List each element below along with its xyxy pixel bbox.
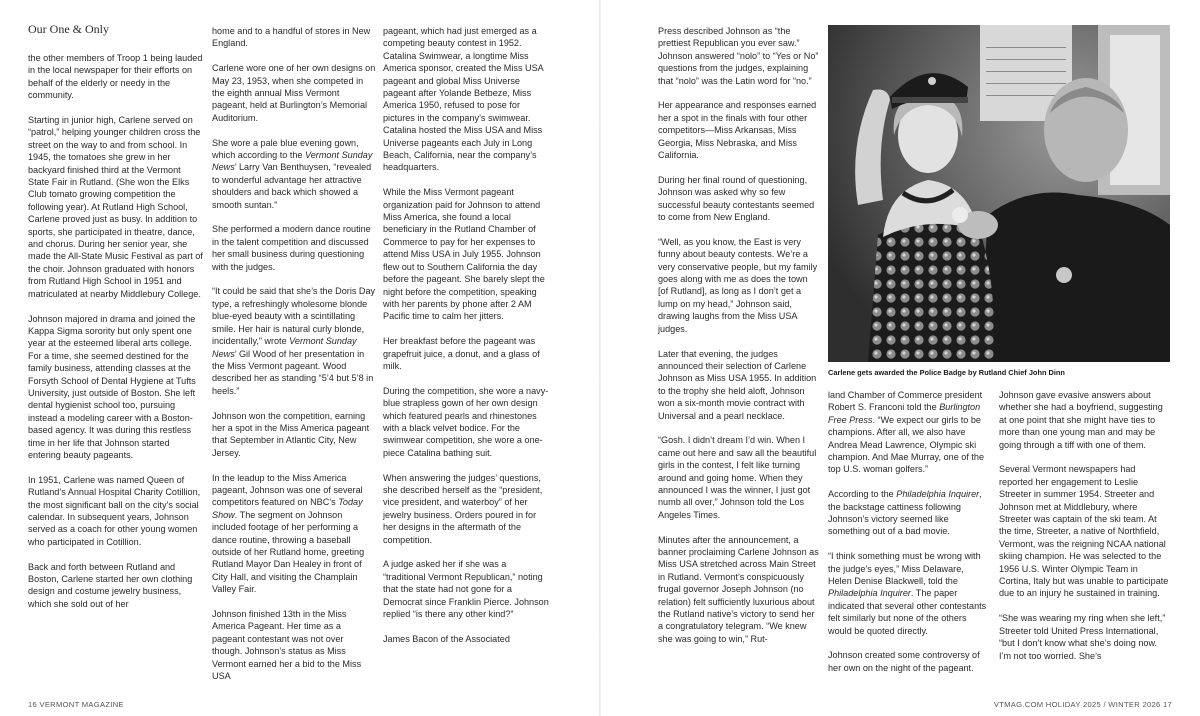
photo-illustration (828, 25, 1170, 362)
paragraph: When answering the judges’ questions, she described herself as the “president, vice president, and waterboy” of her jewelry business. Orders poured in for her designs in the aftermath of the competition. (383, 472, 543, 545)
article-column-2 (212, 25, 376, 695)
paragraph: Johnson gave evasive answers about whether she had a boyfriend, suggesting at one point that she might have ties to more than one young man and may be going through a tiff with one of them. (999, 390, 1163, 450)
publication-title: Vermont Sunday News (212, 150, 373, 173)
paragraph: She wore a pale blue evening gown, which according to the Vermont Sunday News’ Larry Van Benthuysen, “revealed to wonderful advantage her attractive shoulders and back which showed a smooth suntan.” (212, 137, 373, 210)
page-folio-right: VTMAG.COM HOLIDAY 2025 / WINTER 2026 17 (993, 700, 1172, 709)
article-column-5 (828, 389, 990, 687)
paragraph: “It could be said that she’s the Doris Day type, a refreshingly wholesome blonde blue-eyed beauty with a scintillating smile. Her hair is natural curly blonde, incidentally,” wrote Vermont Sunday News’ Gil Wood of her presentation in the Miss Vermont pageant. Wood described her as standing “5’4 but 5’8 in heels.” (212, 286, 376, 396)
paragraph: Later that evening, the judges announced their selection of Carlene Johnson as Miss USA 1955. In addition to the trophy she held aloft, Johnson won a six-month movie contract with Universal and a pearl necklace. (658, 348, 817, 421)
publication-title: Philadelphia Inquirer (828, 588, 911, 599)
paragraph: A judge asked her if she was a “traditional Vermont Republican,” noting that the state had not gone for a Democrat since Franklin Pierce. Johnson replied “is there any other kind?” (383, 559, 549, 620)
paragraph: Johnson majored in drama and joined the Kappa Sigma sorority but only spent one year at the esteemed liberal arts college. For a time, she seemed destined for the family business, attending classes at the Forsyth School of Dental Hygiene at Tufts University, just outside of Boston. She left dental hygienist school too, pursuing instead a modeling career with a Boston-based agency. It was during this restless time in her life that Johnson started entering beauty pageants. (28, 313, 196, 460)
paragraph: Johnson finished 13th in the Miss America Pageant. Her time as a pageant contestant was not over though. Johnson’s status as Miss Vermont earned her a bid to the Miss USA (212, 608, 362, 682)
paragraph: During her final round of questioning, Johnson was asked why so few successful beauty contestants seemed to come from New England. (658, 174, 815, 223)
photo-caption: Carlene gets awarded the Police Badge by Rutland Chief John Dinn (828, 368, 1065, 377)
paragraph: James Bacon of the Associated (383, 633, 510, 644)
paragraph: pageant, which had just emerged as a competing beauty contest in 1952. Catalina Swimwear, a longtime Miss America sponsor, created the Miss USA pageant and global Miss Universe pageant after Yolande Betbeze, Miss America 1950, refused to pose for pictures in the company’s swimwear. Catalina hosted the Miss USA and Miss Universe pageants each July in Long Beach, California, near the company’s headquarters. (383, 26, 544, 173)
article-column-1 (28, 52, 204, 623)
paragraph: Minutes after the announcement, a banner proclaiming Carlene Johnson as Miss USA stretched across Main Street in Rutland. Vermont’s conspicuously frugal governor Joseph Johnson (no relation) felt sufficiently luxurious about the Rutland native’s victory to send her a congratulatory telegram. “We knew she was going to win,” Rut- (658, 534, 819, 644)
page-gutter (599, 0, 601, 716)
paragraph: While the Miss Vermont pageant organization paid for Johnson to attend Miss America, she found a local beneficiary in the Rutland Chamber of Commerce to pay for her expenses to attend Miss USA in July 1955. Johnson flew out to Southern California the day before the pageant. She barely slept the night before the competition, speaking with her parents by phone after 2 AM Pacific time to calm her jitters. (383, 187, 545, 322)
paragraph: “I think something must be wrong with the judge’s eyes,” Miss Delaware, Helen Denise Blackwell, told the Philadelphia Inquirer. The paper indicated that several other contestants felt similarly but none of the others would be quoted directly. (828, 551, 987, 636)
article-column-3 (383, 25, 549, 658)
paragraph: “Well, as you know, the East is very funny about beauty contests. We’re a very conservative people, but my family goes along with me as does the town [of Rutland], as long as I don’t get a lump on my head,” Johnson said, drawing laughs from the Miss USA judges. (658, 236, 818, 334)
paragraph: the other members of Troop 1 being lauded in the local newspaper for their efforts on behalf of the elderly or needy in the community. (28, 53, 203, 101)
paragraph: home and to a handful of stores in New England. (212, 26, 371, 49)
paragraph: In 1951, Carlene was named Queen of Rutland’s Annual Hospital Charity Cotillion, the most significant ball on the city’s social calendar. In subsequent years, Johnson served as a coach for other young women who participated in Cotillion. (28, 474, 201, 547)
paragraph: She performed a modern dance routine in the talent competition and discussed her small business during questioning with the judges. (212, 224, 371, 272)
paragraph: Johnson won the competition, earning her a spot in the Miss America pageant that September in Atlantic City, New Jersey. (212, 410, 370, 458)
paragraph: land Chamber of Commerce president Robert S. Franconi told the Burlington Free Press. “We expect our girls to be champions. After all, we also have Andrea Mead Lawrence, Olympic ski champion. And Mae Murray, one of the top U.S. woman golfers.” (828, 390, 985, 475)
paragraph: Her appearance and responses earned her a spot in the finals with four other competitors—Miss Arkansas, Miss Georgia, Miss Nebraska, and Miss California. (658, 100, 817, 161)
article-column-4 (658, 25, 820, 658)
show-title: Today Show (212, 497, 363, 520)
section-kicker: Our One & Only (28, 22, 109, 36)
paragraph: “She was wearing my ring when she left,” Streeter told United Press International, “but I don’t know what she’s doing now. I’m not too worried. She’s (999, 613, 1166, 661)
paragraph: Several Vermont newspapers had reported her engagement to Leslie Streeter in summer 1954. Streeter and Johnson met at Middlebury, where Streeter was captain of the ski team. At the time, Streeter, a native of Northfield, Vermont, was the reigning NCAA national skiing champion. He was selected to the 1956 U.S. Winter Olympic Team in Cortina, Italy but was unable to participate due to an injury he sustained in training. (999, 464, 1169, 599)
paragraph: Starting in junior high, Carlene served on “patrol,” helping younger children cross the street on the way to and from school. In 1945, the tomatoes she grew in her backyard finished third at the Vermont State Fair in Rutland. (She won the Elks Club tomato growing competition the following year). At Rutland High School, Carlene proved just as busy. In addition to sports, she participated in theatre, dance, and chorus. During her senior year, she made the All-State Music Festival as part of the choir. Johnson graduated with honors from Rutland High School in 1951 and matriculated at nearby Middlebury College. (28, 115, 203, 299)
page-folio-left: 16 VERMONT MAGAZINE (28, 700, 124, 709)
publication-title: Burlington Free Press (828, 402, 981, 425)
paragraph: Her breakfast before the pageant was grapefruit juice, a donut, and a glass of milk. (383, 336, 540, 371)
paragraph: In the leadup to the Miss America pageant, Johnson was one of several competitors featured on NBC’s Today Show. The segment on Johnson included footage of her performing a dance routine, throwing a baseball outside of her Rutland home, greeting Rutland Mayor Dan Healey in front of City Hall, and visiting the Champlain Valley Fair. (212, 472, 365, 595)
historical-photo (828, 25, 1170, 362)
paragraph: Back and forth between Rutland and Boston, Carlene started her own clothing design and costume jewelry business, which she sold out of her (28, 561, 193, 609)
paragraph: Press described Johnson as “the prettiest Republican you ever saw.” Johnson answered “nolo” to “Yes or No” questions from the judges, explaining that “nolo” was the Latin word for “no.” (658, 26, 819, 86)
article-column-6 (999, 389, 1171, 674)
paragraph: “Gosh. I didn’t dream I’d win. When I came out here and saw all the beautiful girls in the contest, I felt like turning around and going home. When they announced I was the winner, I just got numb all over,” Johnson told the Los Angeles Times. (658, 435, 817, 520)
paragraph: According to the Philadelphia Inquirer, the backstage cattiness following Johnson’s victory seemed like something out of a bad movie. (828, 489, 982, 537)
paragraph: Johnson created some controversy of her own on the night of the pageant. (828, 650, 980, 673)
paragraph: Carlene wore one of her own designs on May 23, 1953, when she competed in the eighth annual Miss Vermont pageant, held at Burlington’s Memorial Auditorium. (212, 63, 376, 123)
paragraph: During the competition, she wore a navy-blue strapless gown of her own design which featured pearls and rhinestones with a black velvet bodice. For the swimwear competition, she wore a one-piece Catalina bathing suit. (383, 385, 549, 458)
publication-title: Vermont Sunday News (212, 336, 357, 359)
publication-title: Philadelphia Inquirer (896, 489, 980, 500)
